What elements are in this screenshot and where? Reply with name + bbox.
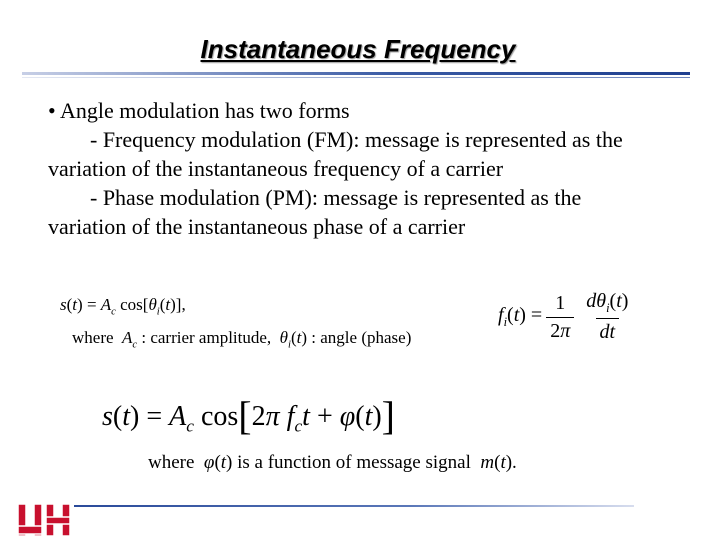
bullet-angle-modulation: • Angle modulation has two forms bbox=[48, 98, 350, 123]
slide-title: Instantaneous Frequency bbox=[200, 34, 516, 64]
fraction-derivative: $\frac{d\theta_i(t)}{dt}$ bbox=[586, 290, 629, 343]
equation-signal-where: where $A_c$ : carrier amplitude, $\theta_i(t)$ : angle (phase) bbox=[72, 328, 412, 351]
title-divider-thin bbox=[22, 77, 690, 78]
title-divider bbox=[22, 72, 690, 75]
pm-line-1: - Phase modulation (PM): message is represented as the bbox=[90, 185, 582, 210]
equation-instantaneous-frequency: $f_i(t)$ = $\frac{1}{2\pi}$ $\frac{d\theta_i(t)}{dt}$ bbox=[498, 290, 636, 344]
equation-angle-modulated-signal: $s(t) = A_c$ cos[2π $f_ct + \varphi(t)$] bbox=[102, 393, 395, 438]
fm-line-2: variation of the instantaneous frequency of a carrier bbox=[48, 156, 504, 181]
equation-signal: $s(t) = A_c$ $\cos[\theta_i(t)]$, bbox=[60, 295, 186, 318]
footer-divider bbox=[74, 505, 634, 507]
fraction-one-over-two-pi: $\frac{1}{2\pi}$ bbox=[546, 292, 574, 343]
fm-line-1: - Frequency modulation (FM): message is represented as the bbox=[90, 127, 623, 152]
slide-body bbox=[48, 96, 708, 241]
equation-angle-modulated-where: where φ(t) is a function of message signal m(t). bbox=[148, 452, 517, 473]
uh-logo bbox=[16, 500, 72, 540]
pm-line-2: variation of the instantaneous phase of a carrier bbox=[48, 214, 466, 239]
